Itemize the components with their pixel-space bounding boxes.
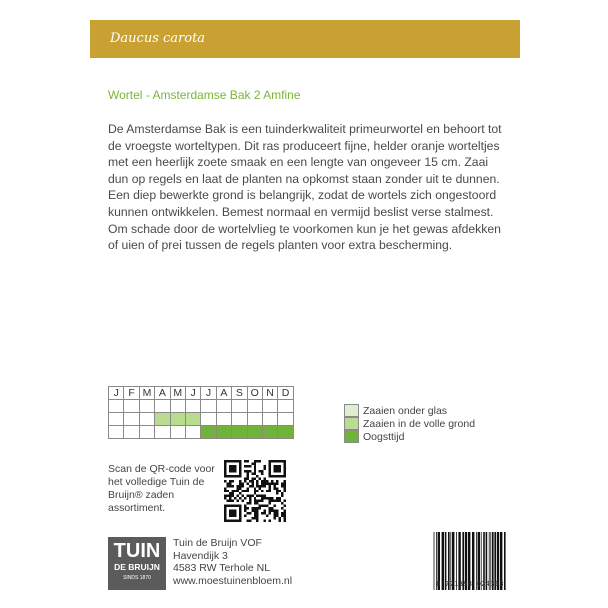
calendar-month: A <box>216 387 231 400</box>
legend-label: Zaaien in de volle grond <box>363 417 476 430</box>
company-name: Tuin de Bruijn VOF <box>173 537 262 549</box>
calendar-month: J <box>201 387 216 400</box>
calendar-cell <box>232 400 247 413</box>
latin-name: Daucus carota <box>110 31 206 46</box>
calendar-cell <box>109 400 124 413</box>
logo-subtext: DE BRUIJN <box>114 562 160 572</box>
legend-swatch <box>344 417 359 430</box>
calendar-cell <box>201 400 216 413</box>
legend-swatch <box>344 430 359 443</box>
calendar-cell <box>185 413 200 426</box>
calendar-cell <box>155 426 170 439</box>
calendar-cell <box>124 426 139 439</box>
calendar-month: A <box>155 387 170 400</box>
calendar-cell <box>139 426 154 439</box>
calendar-cell <box>170 413 185 426</box>
calendar-month: J <box>185 387 200 400</box>
city: 4583 RW Terhole NL <box>173 562 271 574</box>
calendar-cell <box>216 400 231 413</box>
calendar-month: J <box>109 387 124 400</box>
calendar-cell <box>232 426 247 439</box>
street: Havendijk 3 <box>173 549 228 562</box>
calendar-cell <box>124 400 139 413</box>
calendar-cell <box>247 426 262 439</box>
calendar-cell <box>278 426 293 439</box>
calendar-row-sow-ground <box>109 413 294 426</box>
calendar-month: M <box>139 387 154 400</box>
calendar-month: O <box>247 387 262 400</box>
calendar-month-row <box>109 387 294 400</box>
calendar-cell <box>201 413 216 426</box>
barcode-number: 8 721398 024363 <box>436 580 504 588</box>
company-address <box>173 537 292 587</box>
calendar-month: M <box>170 387 185 400</box>
calendar-cell <box>278 400 293 413</box>
calendar-cell <box>109 426 124 439</box>
calendar-cell <box>109 413 124 426</box>
legend-swatch <box>344 404 359 417</box>
calendar-legend <box>344 404 475 443</box>
product-description: De Amsterdamse Bak is een tuinderkwaliteit primeurwortel en behoort tot de vroegste worteltypen. Dit ras produceert fijne, helder oranje worteltjes met een heerlijk zoete smaak en een lengte van ongeveer 15 cm. Zaai dun op regels en laat de planten na opkomst staan zonder uit te dunnen. Een diep bewerkte grond is belangrijk, zodat de wortels zich ongestoord kunnen ontwikkelen. Bemest normaal en vermijd beslist verse stalmest. Om schade door de wortelvlieg te voorkomen kun je het gewas afdekken of uien of prei tussen de regels planten voor extra bescherming. <box>108 122 502 253</box>
logo-since: SINDS 1870 <box>123 575 151 581</box>
qr-code[interactable] <box>224 460 286 522</box>
qr-caption: Scan de QR-code voor het volledige Tuin de Bruijn® zaden assortiment. <box>108 463 215 514</box>
calendar-month: S <box>232 387 247 400</box>
calendar-cell <box>247 400 262 413</box>
legend-label: Zaaien onder glas <box>363 404 448 417</box>
calendar-cell <box>185 400 200 413</box>
legend-item-sow-ground <box>344 417 475 430</box>
calendar-cell <box>216 426 231 439</box>
calendar-cell <box>139 413 154 426</box>
calendar-cell <box>124 413 139 426</box>
calendar-cell <box>262 413 277 426</box>
calendar-cell <box>216 413 231 426</box>
calendar-row-sow-glass <box>109 400 294 413</box>
website-link[interactable]: www.moestuinenbloem.nl <box>173 574 293 587</box>
calendar-cell <box>262 400 277 413</box>
brand-logo <box>108 537 166 590</box>
calendar-cell <box>185 426 200 439</box>
legend-item-sow-glass <box>344 404 475 417</box>
calendar-row-harvest <box>109 426 294 439</box>
calendar-cell <box>155 413 170 426</box>
calendar-month: D <box>278 387 293 400</box>
calendar-cell <box>201 426 216 439</box>
header-bar <box>90 20 520 58</box>
calendar-cell <box>170 426 185 439</box>
calendar-cell <box>139 400 154 413</box>
product-title: Wortel - Amsterdamse Bak 2 Amfine <box>108 88 301 102</box>
calendar-cell <box>262 426 277 439</box>
calendar-cell <box>170 400 185 413</box>
logo-text: TUIN <box>113 540 161 562</box>
calendar-cell <box>232 413 247 426</box>
legend-item-harvest <box>344 430 475 443</box>
sowing-calendar <box>108 386 294 439</box>
calendar-cell <box>278 413 293 426</box>
calendar-cell <box>155 400 170 413</box>
legend-label: Oogsttijd <box>363 430 405 443</box>
calendar-month: F <box>124 387 139 400</box>
calendar-cell <box>247 413 262 426</box>
calendar-month: N <box>262 387 277 400</box>
